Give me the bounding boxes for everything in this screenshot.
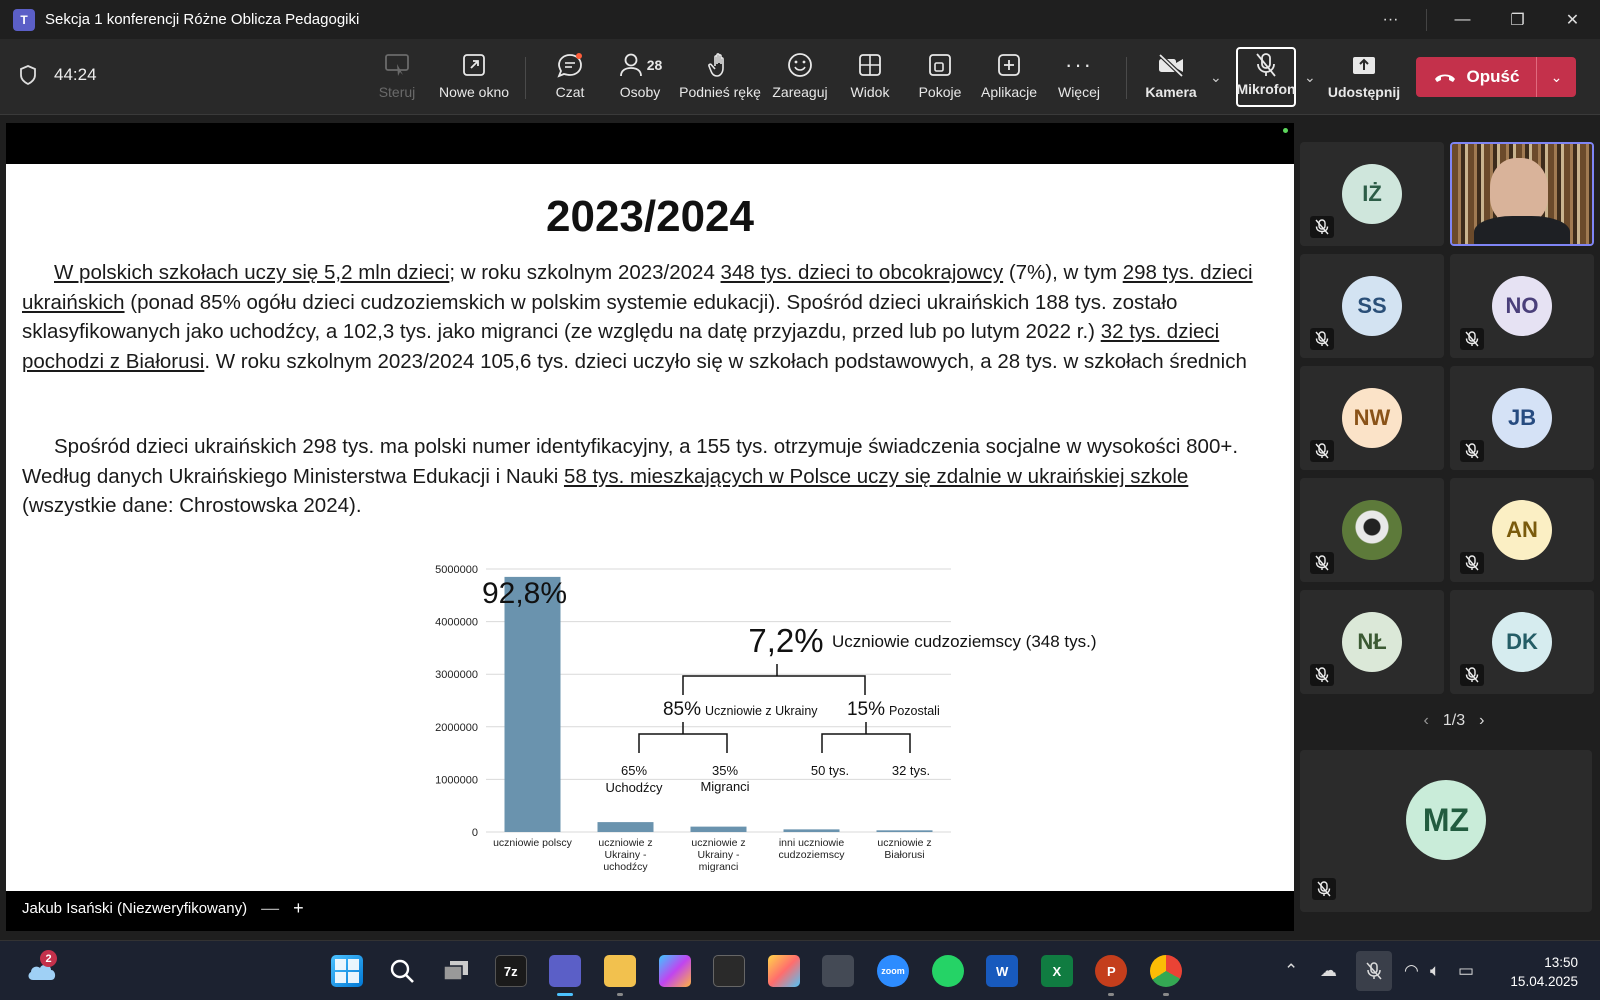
grid-icon	[857, 49, 883, 81]
weather-widget[interactable]	[24, 952, 60, 987]
y-tick-label: 1000000	[435, 774, 478, 787]
running-app-indicator	[1163, 993, 1169, 996]
participant-avatar: JB	[1492, 388, 1552, 448]
hand-icon	[707, 49, 733, 81]
chart-bar	[505, 577, 561, 832]
wifi-icon[interactable]: ◠	[1404, 961, 1419, 980]
more-icon: ···	[1065, 52, 1093, 77]
zoom-in-button[interactable]: +	[293, 898, 304, 918]
7zip-icon[interactable]	[495, 955, 527, 987]
paragraph-text: (7%), w tym	[1003, 261, 1123, 284]
minimize-button[interactable]: —	[1454, 10, 1471, 28]
person-suit	[1474, 216, 1570, 246]
people-icon	[618, 49, 663, 81]
annotation-foreign-label: Uczniowie cudzoziemscy (348 tys.)	[832, 632, 1097, 651]
running-app-indicator	[1108, 993, 1114, 996]
chrome-icon[interactable]	[1150, 955, 1182, 987]
leave-button[interactable]	[1416, 57, 1576, 97]
participant-avatar: AN	[1492, 500, 1552, 560]
close-button[interactable]: ✕	[1565, 11, 1580, 29]
participant-tile[interactable]	[1450, 478, 1594, 582]
smile-icon	[786, 49, 814, 81]
plus-icon	[996, 49, 1022, 81]
copilot-icon[interactable]	[659, 955, 691, 987]
presenter-label	[22, 898, 304, 919]
chart-bar	[691, 827, 747, 832]
mic-muted-icon	[1312, 878, 1336, 900]
participant-tile[interactable]	[1300, 366, 1444, 470]
mic-muted-icon	[1310, 216, 1334, 238]
toolbar-divider	[1126, 57, 1127, 99]
participant-avatar: DK	[1492, 612, 1552, 672]
rooms-icon	[927, 49, 953, 81]
chat-icon	[555, 49, 585, 81]
calculator-icon[interactable]	[822, 955, 854, 987]
camera-button[interactable]: Kamera	[1134, 49, 1208, 100]
timer-text: 44:24	[54, 65, 97, 84]
paragraph-text: (ponad 85% ogółu dzieci cudzoziemskich w polskim systemie edukacji). Spośród dzieci ukraińskich 188 tys. zostało sklasyfikowanych jako uchodźcy, a 102,3 tys. jako migranci (ze względu na datę przyjazdu, przed lub po lutym 2022 r.)	[22, 290, 1178, 343]
more-options-icon[interactable]: ···	[1382, 10, 1399, 28]
people-count: 28	[646, 57, 663, 73]
clock[interactable]	[1510, 953, 1578, 991]
phone-hangup-icon	[1433, 70, 1457, 84]
weather-badge: 2	[40, 950, 57, 967]
teams-icon[interactable]	[549, 955, 581, 987]
mic-muted-icon	[1310, 328, 1334, 350]
pop-out-icon	[461, 49, 487, 81]
participant-tile[interactable]	[1450, 254, 1594, 358]
mic-muted-icon	[1310, 664, 1334, 686]
annotation-other-percent: 15%	[846, 699, 886, 720]
annotation-refugees-percent: 65%	[620, 763, 648, 778]
meeting-timer	[18, 64, 97, 86]
mic-muted-icon	[1460, 440, 1484, 462]
camera-options-chevron-icon[interactable]: ⌄	[1210, 69, 1222, 85]
people-button[interactable]: 28 Osoby	[603, 49, 677, 100]
participant-tile[interactable]	[1450, 366, 1594, 470]
show-hidden-icons-chevron-icon[interactable]: ⌃	[1284, 961, 1299, 980]
annotation-polish-percent: 92,8%	[481, 577, 568, 610]
bracket-line	[683, 664, 865, 695]
chart-bar	[598, 822, 654, 832]
participant-tile[interactable]	[1300, 590, 1444, 694]
task-view-icon[interactable]	[440, 955, 472, 987]
leave-label: Opuść	[1466, 67, 1520, 86]
chat-button[interactable]: Czat	[533, 49, 607, 100]
self-participant-tile[interactable]	[1300, 750, 1592, 912]
start-icon[interactable]	[331, 955, 363, 987]
live-indicator-dot	[1283, 128, 1288, 133]
y-tick-label: 0	[471, 827, 478, 839]
more-button[interactable]: ··· Więcej	[1042, 49, 1116, 100]
x-tick-label: Ukrainy -	[604, 849, 647, 861]
zoom-out-button[interactable]: —	[261, 898, 280, 918]
annotation-others-count: 50 tys.	[810, 763, 850, 778]
annotation-migrants-label: Migranci	[700, 779, 750, 794]
slide-title: 2023/2024	[546, 192, 754, 241]
zoom-icon[interactable]	[877, 955, 909, 987]
annotation-other-label: Pozostali	[889, 704, 940, 718]
paint-icon[interactable]	[768, 955, 800, 987]
slide-paragraph-2	[22, 432, 1262, 521]
meeting-toolbar	[0, 39, 1600, 115]
mic-muted-icon	[1460, 664, 1484, 686]
x-tick-label: migranci	[698, 861, 739, 873]
steer-button[interactable]: Steruj	[360, 49, 434, 100]
clock-time: 13:50	[1544, 955, 1578, 970]
mic-muted-icon	[1310, 552, 1334, 574]
annotation-ukraine-label: Uczniowie z Ukrainy	[705, 704, 818, 718]
y-tick-label: 5000000	[435, 564, 478, 576]
participant-tile[interactable]	[1300, 142, 1444, 246]
x-tick-label: uczniowie z	[691, 837, 746, 849]
share-button[interactable]: Udostępnij	[1324, 49, 1404, 100]
control-icon	[383, 49, 411, 81]
participant-avatar: MZ	[1406, 780, 1486, 860]
next-page-chevron-icon[interactable]: ›	[1479, 712, 1485, 729]
participant-avatar: NW	[1342, 388, 1402, 448]
underlined-text: W polskich szkołach uczy się 5,2 mln dzieci	[54, 261, 450, 284]
previous-page-chevron-icon[interactable]: ‹	[1423, 712, 1429, 729]
battery-icon[interactable]: ▭	[1458, 961, 1475, 980]
presenter-name: Jakub Isański (Niezweryfikowany)	[22, 900, 248, 917]
teams-icon: T	[13, 9, 35, 31]
file-explorer-icon[interactable]	[604, 955, 636, 987]
raise-hand-button[interactable]: Podnieś rękę	[680, 49, 760, 100]
paragraph-text: Spośród dzieci ukraińskich 298 tys. ma polski numer identyfikacyjny, a 155 tys. otrzymuje świadczenia socjalne w wysokości 800+. Według danych Ukraińskiego Ministerstwa Edukacji i Nauki	[22, 435, 1239, 488]
participant-video-tile[interactable]	[1450, 142, 1594, 246]
x-tick-label: uczniowie polscy	[493, 837, 572, 849]
participant-photo-avatar	[1342, 500, 1402, 560]
react-button[interactable]: Zareaguj	[763, 49, 837, 100]
underlined-text: 348 tys. dzieci to obcokrajowcy	[720, 261, 1004, 284]
annotation-foreign-percent: 7,2%	[748, 622, 824, 659]
students-bar-chart	[416, 549, 1136, 879]
view-button[interactable]: Widok	[833, 49, 907, 100]
underlined-text: 32 tys. dzieci pochodzi z Białorusi	[22, 320, 1220, 373]
annotation-belarus-count: 32 tys.	[891, 763, 931, 778]
mic-off-icon	[1254, 49, 1278, 81]
x-tick-label: uczniowie z	[598, 837, 653, 849]
mic-muted-icon	[1460, 552, 1484, 574]
title-bar	[0, 0, 1600, 39]
mic-muted-tray-icon[interactable]	[1356, 951, 1392, 991]
y-tick-label: 2000000	[435, 721, 478, 734]
annotation-migrants-percent: 35%	[711, 763, 739, 778]
participants-panel	[1300, 142, 1600, 912]
restore-button[interactable]: ❐	[1510, 11, 1525, 29]
x-tick-label: Ukrainy -	[697, 849, 740, 861]
mic-muted-icon	[1460, 328, 1484, 350]
window-controls	[1363, 0, 1600, 39]
x-tick-label: Białorusi	[884, 849, 925, 861]
leave-options-chevron-icon[interactable]: ⌄	[1536, 57, 1576, 97]
7zip-glyph: 7z	[503, 963, 518, 979]
running-app-indicator	[617, 993, 623, 996]
slide-paragraph-1	[22, 258, 1262, 376]
shield-icon	[18, 64, 38, 86]
onedrive-icon[interactable]: ☁	[1320, 961, 1337, 980]
excel-glyph: X	[1052, 963, 1062, 979]
word-icon[interactable]	[986, 955, 1018, 987]
participant-avatar: SS	[1342, 276, 1402, 336]
search-icon[interactable]	[386, 955, 418, 987]
chart-bar	[784, 829, 840, 832]
y-tick-label: 4000000	[435, 616, 478, 629]
x-tick-label: uchodźcy	[603, 861, 648, 873]
divider	[1426, 9, 1427, 31]
running-app-indicator	[557, 993, 573, 996]
participant-tile[interactable]	[1300, 478, 1444, 582]
y-tick-label: 3000000	[435, 669, 478, 682]
store-icon[interactable]	[713, 955, 745, 987]
rooms-button[interactable]: Pokoje	[903, 49, 977, 100]
excel-icon[interactable]	[1041, 955, 1073, 987]
camera-off-icon	[1156, 49, 1186, 81]
underlined-text: 298 tys. dzieci ukraińskich	[22, 261, 1253, 314]
zoom-glyph: zoom	[881, 966, 905, 976]
underlined-text: 58 tys. mieszkających w Polsce uczy się zdalnie w ukraińskiej szkole	[563, 464, 1189, 488]
leave-main[interactable]	[1416, 67, 1536, 87]
presentation-slide	[6, 164, 1294, 891]
annotation-ukraine-percent: 85%	[662, 699, 702, 720]
paragraph-text: . W roku szkolnym 2023/2024 105,6 tys. dzieci uczyło się w szkołach podstawowych, a 28 tys. w szkołach średnich	[204, 349, 1247, 373]
shared-content-stage	[6, 123, 1294, 931]
toolbar-divider	[525, 57, 526, 99]
participant-avatar: NO	[1492, 276, 1552, 336]
annotation-refugees-label: Uchodźcy	[605, 780, 663, 795]
participant-avatar: IŻ	[1342, 164, 1402, 224]
mic-muted-icon	[1310, 440, 1334, 462]
x-tick-label: uczniowie z	[877, 837, 932, 849]
participant-tile[interactable]	[1450, 590, 1594, 694]
share-icon	[1350, 49, 1378, 81]
new-window-button[interactable]: Nowe okno	[436, 49, 512, 100]
mic-options-chevron-icon[interactable]: ⌄	[1304, 69, 1316, 85]
participant-avatar: NŁ	[1342, 612, 1402, 672]
window-title: Sekcja 1 konferencji Różne Oblicza Pedagogiki	[45, 11, 360, 28]
page-indicator: 1/3	[1442, 712, 1466, 729]
whatsapp-icon[interactable]	[932, 955, 964, 987]
speaker-icon[interactable]: 🔈︎	[1430, 961, 1441, 980]
word-glyph: W	[996, 963, 1009, 979]
participant-pager	[1404, 712, 1504, 730]
mic-button[interactable]: Mikrofon	[1236, 47, 1296, 107]
paragraph-text: ; w roku szkolnym 2023/2024	[449, 261, 721, 284]
apps-button[interactable]: Aplikacje	[972, 49, 1046, 100]
windows-taskbar	[0, 940, 1600, 1000]
clock-date: 15.04.2025	[1510, 974, 1578, 989]
participant-tile[interactable]	[1300, 254, 1444, 358]
powerpoint-icon[interactable]	[1095, 955, 1127, 987]
x-tick-label: inni uczniowie	[778, 837, 845, 849]
person-video-silhouette	[1490, 158, 1548, 224]
powerpoint-glyph: P	[1107, 963, 1116, 979]
x-tick-label: cudzoziemscy	[778, 849, 845, 861]
chart-bar	[877, 830, 933, 832]
paragraph-text: (wszystkie dane: Chrostowska 2024).	[22, 494, 362, 517]
